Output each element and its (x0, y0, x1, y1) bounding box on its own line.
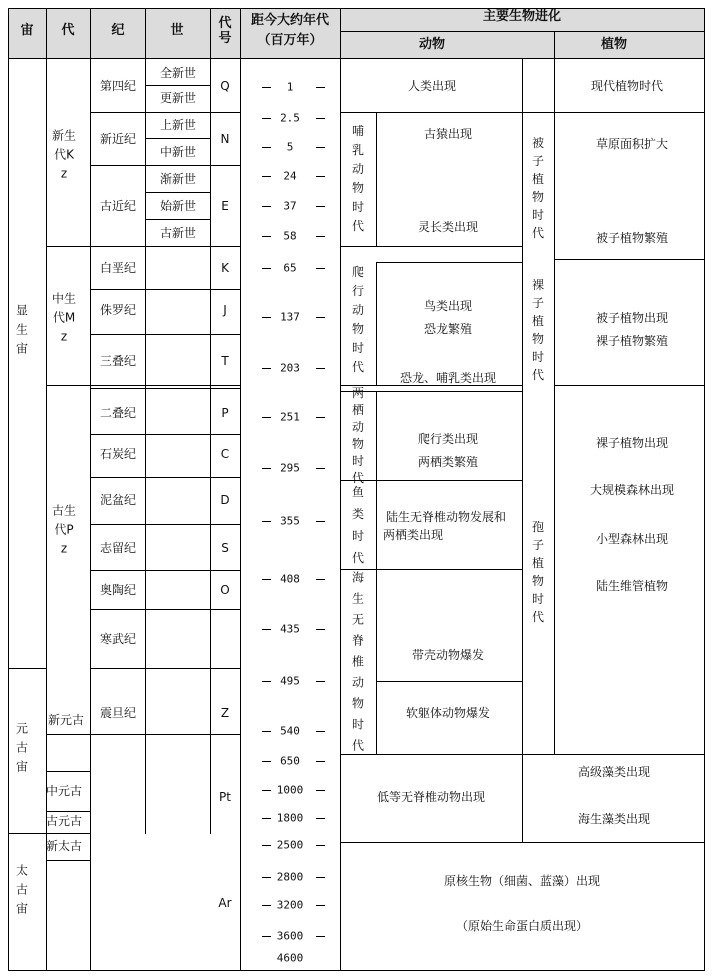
eon-phanerozoic: 显生宙 (15, 303, 28, 356)
code-pt: Pt (219, 790, 231, 804)
grid-hline (340, 112, 523, 113)
animal-event-dino: 恐龙繁殖 (423, 322, 473, 336)
animal-event-reptile-appear: 爬行类出现 (417, 432, 479, 446)
grid-vline (376, 480, 377, 570)
grid-vline (376, 112, 377, 247)
age-tick (316, 905, 325, 906)
animal-event-amphibian-flourish: 两栖类繁殖 (417, 455, 479, 469)
age-label: 495 (280, 674, 300, 688)
grid-hline (8, 668, 47, 669)
age-label: 408 (280, 572, 300, 586)
age-label: 435 (280, 622, 300, 636)
grid-vline (90, 8, 91, 971)
age-tick (262, 790, 271, 791)
age-tick (262, 118, 271, 119)
plant-event-land-vascular: 陆生维管植物 (595, 579, 669, 593)
eon-archean: 太古宙 (15, 863, 28, 916)
plant-event-high-algae: 高级藻类出现 (577, 765, 651, 779)
age-label: 650 (280, 754, 300, 768)
grid-hline (90, 289, 241, 290)
code-ar: Ar (218, 896, 232, 910)
code-p: P (221, 406, 229, 420)
grid-hline (340, 246, 523, 247)
age-label: 3600 (276, 929, 304, 943)
eon-proterozoic: 元古宙 (15, 721, 28, 774)
animal-event-land-invert-2: 两栖类出现 (382, 528, 444, 542)
header-code: 代号 (218, 16, 232, 46)
age-label: 1000 (276, 783, 304, 797)
age-label: 24 (283, 169, 297, 183)
age-tick (262, 417, 271, 418)
plant-event-angio-appear: 被子植物出现 (595, 311, 669, 325)
animal-event-ape: 古猿出现 (423, 127, 473, 141)
age-tick (262, 731, 271, 732)
age-label: 295 (280, 461, 300, 475)
animal-age-marine-invertebrate: 海生无脊椎动物时代 (351, 570, 364, 753)
code-c: C (220, 447, 230, 461)
age-tick (316, 87, 325, 88)
grid-hline (90, 388, 241, 389)
grid-vline (340, 8, 341, 971)
epoch-pleistocene: 更新世 (159, 91, 197, 105)
animal-event-shelled: 带壳动物爆发 (411, 648, 485, 662)
code-q: Q (220, 79, 230, 93)
age-label: 37 (283, 199, 297, 213)
bottom-protein: （原始生命蛋白质出现） (455, 919, 589, 933)
grid-hline (46, 811, 91, 812)
code-t: T (221, 354, 229, 368)
age-tick (316, 877, 325, 878)
period-permian: 二叠纪 (99, 406, 137, 420)
period-neogene: 新近纪 (99, 132, 137, 146)
header-epoch: 世 (170, 23, 184, 38)
header-eon: 宙 (20, 23, 34, 38)
grid-hline (90, 570, 241, 571)
age-label: 2800 (276, 870, 304, 884)
age-tick (316, 118, 325, 119)
grid-vline (704, 8, 705, 971)
grid-hline (90, 609, 241, 610)
grid-hline (90, 165, 241, 166)
grid-hline (46, 385, 241, 386)
age-label: 1 (286, 80, 294, 94)
grid-hline (90, 434, 241, 435)
grid-hline (46, 734, 91, 735)
age-label: 203 (280, 361, 300, 375)
header-plants: 植物 (600, 37, 628, 52)
period-cambrian: 寒武纪 (99, 632, 137, 646)
code-z: Z (220, 706, 230, 720)
age-tick (316, 368, 325, 369)
epoch-paleocene: 古新世 (159, 226, 197, 240)
age-tick (262, 368, 271, 369)
age-tick (316, 468, 325, 469)
grid-hline (46, 771, 91, 772)
grid-hline (46, 246, 241, 247)
age-tick (262, 268, 271, 269)
grid-hline (376, 681, 523, 682)
period-cretaceous: 白垩纪 (99, 261, 137, 275)
grid-hline (145, 138, 211, 139)
epoch-eocene: 始新世 (159, 199, 197, 213)
age-label: 3200 (276, 898, 304, 912)
plant-event-small-forest: 小型森林出现 (595, 532, 669, 546)
epoch-miocene: 中新世 (159, 145, 197, 159)
grid-vline (8, 8, 9, 971)
grid-hline (8, 58, 705, 59)
era-cenozoic: 新生代Kz (52, 128, 77, 181)
epoch-holocene: 全新世 (159, 66, 197, 80)
animal-age-reptile: 爬行动物时代 (351, 265, 364, 374)
age-tick (262, 87, 271, 88)
age-label: 58 (283, 229, 297, 243)
grid-hline (522, 112, 705, 113)
plant-event-grassland: 草原面积扩大 (595, 137, 669, 151)
age-label: 2.5 (280, 111, 300, 125)
age-label: 251 (280, 410, 300, 424)
grid-hline (145, 219, 211, 220)
age-tick (316, 790, 325, 791)
period-carboniferous: 石炭纪 (99, 447, 137, 461)
header-period: 纪 (111, 23, 125, 38)
grid-hline (8, 8, 705, 9)
grid-hline (554, 385, 705, 386)
grid-hline (145, 192, 211, 193)
age-tick (262, 206, 271, 207)
header-age-unit: （百万年） (257, 33, 323, 48)
animal-age-mammal: 哺乳动物时代 (351, 124, 364, 233)
grid-hline (340, 385, 523, 386)
animal-age-amphibian: 两栖动物时代 (351, 386, 364, 485)
age-label: 5 (286, 140, 294, 154)
grid-hline (90, 334, 241, 335)
plant-event-large-forest: 大规模森林出现 (589, 483, 675, 497)
age-label: 540 (280, 724, 300, 738)
age-tick (316, 236, 325, 237)
code-s: S (221, 541, 229, 555)
age-tick (262, 761, 271, 762)
bottom-prokaryote: 原核生物（细菌、蓝藻）出现 (443, 874, 601, 888)
grid-hline (46, 860, 91, 861)
age-tick (262, 468, 271, 469)
era-paleoproterozoic: 古元古 (45, 814, 83, 828)
grid-vline (522, 58, 523, 843)
grid-hline (145, 85, 211, 86)
period-devonian: 泥盆纪 (99, 493, 137, 507)
header-evolution: 主要生物进化 (482, 9, 562, 24)
age-tick (316, 731, 325, 732)
age-label: 1800 (276, 811, 304, 825)
animal-event-dino-mammal: 恐龙、哺乳类出现 (399, 371, 497, 385)
grid-vline (554, 31, 555, 59)
age-label: 355 (280, 514, 300, 528)
age-tick (262, 317, 271, 318)
age-tick (316, 629, 325, 630)
grid-hline (340, 391, 523, 392)
age-tick (316, 521, 325, 522)
period-triassic: 三叠纪 (99, 354, 137, 368)
animal-event-human: 人类出现 (407, 79, 457, 93)
epoch-oligocene: 渐新世 (159, 172, 197, 186)
age-tick (316, 317, 325, 318)
period-paleogene: 古近纪 (99, 199, 137, 213)
code-d: D (220, 493, 230, 507)
grid-hline (8, 970, 705, 971)
age-tick (262, 845, 271, 846)
plant-event-gymno-flourish: 裸子植物繁殖 (595, 334, 669, 348)
grid-vline (376, 569, 377, 755)
age-tick (316, 147, 325, 148)
epoch-pliocene: 上新世 (159, 118, 197, 132)
age-tick (262, 176, 271, 177)
plant-event-marine-algae: 海生藻类出现 (577, 812, 651, 826)
grid-vline (240, 8, 241, 971)
era-neoarchean: 新太古 (45, 839, 83, 853)
age-tick (262, 236, 271, 237)
grid-hline (554, 259, 705, 260)
plant-event-gymno-appear: 裸子植物出现 (595, 436, 669, 450)
code-n: N (220, 132, 230, 146)
code-j: J (223, 303, 227, 317)
header-animals: 动物 (418, 37, 446, 52)
code-o: O (220, 583, 230, 597)
grid-hline (376, 262, 523, 263)
age-tick (262, 877, 271, 878)
plant-event-modern: 现代植物时代 (590, 79, 664, 93)
grid-hline (340, 31, 705, 32)
grid-hline (8, 833, 91, 834)
age-tick (262, 905, 271, 906)
animal-age-fish: 鱼类时代 (351, 485, 364, 565)
age-label: 137 (280, 310, 300, 324)
era-neoproterozoic: 新元古 (47, 713, 85, 727)
plant-event-angio-flourish: 被子植物繁殖 (595, 231, 669, 245)
header-era: 代 (61, 23, 75, 38)
period-sinian: 震旦纪 (99, 706, 137, 720)
animal-event-low-invert: 低等无脊椎动物出现 (376, 790, 486, 804)
age-tick (316, 206, 325, 207)
grid-hline (90, 524, 241, 525)
age-tick (316, 845, 325, 846)
grid-vline (554, 58, 555, 755)
age-tick (262, 521, 271, 522)
age-tick (316, 176, 325, 177)
age-tick (262, 818, 271, 819)
period-quaternary: 第四纪 (99, 79, 137, 93)
age-label: 2500 (276, 838, 304, 852)
age-tick (262, 579, 271, 580)
grid-hline (340, 480, 523, 481)
age-tick (316, 818, 325, 819)
grid-hline (90, 477, 241, 478)
grid-hline (340, 569, 523, 570)
grid-hline (90, 734, 241, 735)
age-tick (262, 681, 271, 682)
period-jurassic: 侏罗纪 (99, 303, 137, 317)
animal-event-primate: 灵长类出现 (417, 220, 479, 234)
period-ordovician: 奥陶纪 (99, 583, 137, 597)
code-e: E (221, 199, 229, 213)
era-paleozoic: 古生代Pz (52, 503, 77, 556)
grid-vline (145, 8, 146, 834)
age-tick (316, 936, 325, 937)
age-tick (316, 681, 325, 682)
age-tick (316, 761, 325, 762)
plant-age-angiosperm: 被子植物时代 (531, 136, 544, 240)
era-mesoproterozoic: 中元古 (45, 784, 83, 798)
animal-event-bird: 鸟类出现 (423, 299, 473, 313)
age-tick (262, 147, 271, 148)
grid-hline (90, 112, 241, 113)
plant-age-gymnosperm: 裸子植物时代 (531, 278, 544, 382)
era-mesozoic: 中生代Mz (52, 291, 77, 344)
grid-vline (210, 8, 211, 834)
grid-hline (90, 668, 241, 669)
age-tick (316, 579, 325, 580)
plant-age-pteridophyte: 孢子植物时代 (531, 520, 544, 624)
period-silurian: 志留纪 (99, 541, 137, 555)
age-label: 4600 (276, 951, 304, 965)
age-tick (262, 936, 271, 937)
age-label: 65 (283, 261, 297, 275)
age-tick (316, 268, 325, 269)
age-tick (316, 417, 325, 418)
grid-vline (376, 262, 377, 386)
animal-event-land-invert-1: 陆生无脊椎动物发展和 (385, 510, 507, 524)
code-k: K (221, 261, 229, 275)
header-age: 距今大约年代 (250, 13, 330, 28)
grid-vline (376, 391, 377, 481)
animal-event-soft: 软躯体动物爆发 (405, 706, 491, 720)
age-tick (262, 629, 271, 630)
